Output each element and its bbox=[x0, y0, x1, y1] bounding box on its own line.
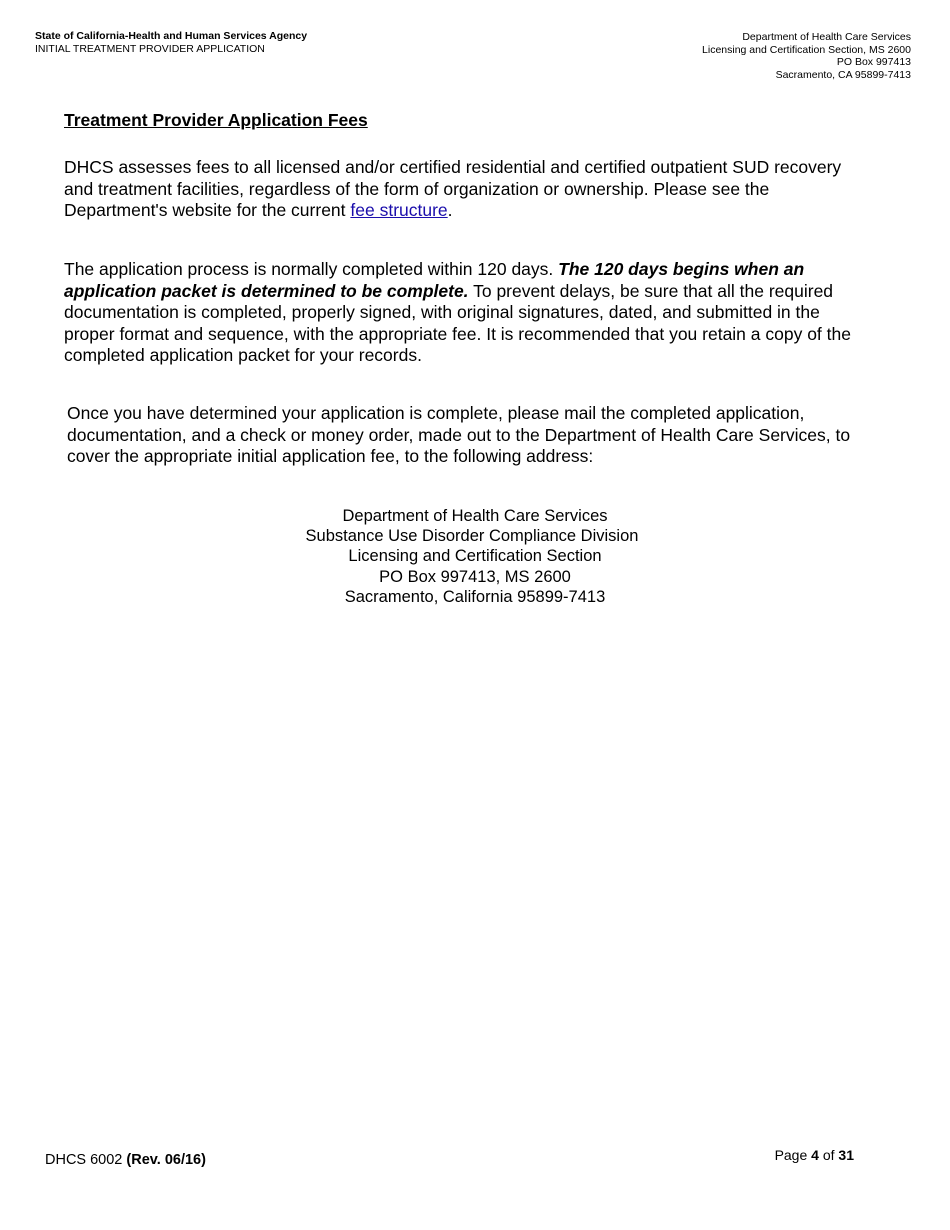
footer-form-id bbox=[45, 1152, 206, 1168]
header-left bbox=[35, 30, 307, 56]
process-rest: To prevent delays, be sure that all the required documentation is completed, properly signed, with original signatures, dated, and submitted in the proper format and sequence, with the appropriate fee. It is recommended that you retain a copy of the completed application packet for your records. bbox=[64, 280, 851, 366]
page-total: 31 bbox=[838, 1147, 854, 1163]
process-emphasis: The 120 days begins when an application packet is determined to be complete. bbox=[64, 259, 805, 301]
agency-name: State of California-Health and Human Services Agency bbox=[35, 30, 308, 42]
section-title: Treatment Provider Application Fees bbox=[64, 110, 368, 130]
mailing-address bbox=[0, 506, 950, 607]
fees-text: DHCS assesses fees to all licensed and/or certified residential and certified outpatient SUD recovery and treatment facilities, regardless of the form of organization or ownership. Please see the Department's website for the current bbox=[64, 157, 842, 221]
address-line-3: Licensing and Certification Section bbox=[348, 547, 602, 566]
page-number bbox=[775, 1147, 854, 1163]
dept-line-1: Department of Health Care Services bbox=[742, 31, 911, 43]
fee-structure-link[interactable]: fee structure bbox=[350, 200, 448, 221]
page-of: of bbox=[822, 1147, 835, 1163]
dept-line-4: Sacramento, CA 95899-7413 bbox=[775, 68, 911, 81]
form-number: DHCS 6002 bbox=[45, 1152, 123, 1168]
dept-line-3: PO Box 997413 bbox=[836, 56, 911, 68]
form-name: INITIAL TREATMENT PROVIDER APPLICATION bbox=[35, 43, 265, 55]
mailing-instructions-paragraph: Once you have determined your application is complete, please mail the completed application, documentation, and a check or money order, made out to the Department of Health Care Services, to cover the appropriate initial application fee, to the following address: bbox=[67, 403, 851, 467]
form-revision: (Rev. 06/16) bbox=[126, 1152, 206, 1168]
header-right bbox=[702, 31, 911, 81]
process-lead: The application process is normally completed within 120 days. bbox=[64, 259, 559, 279]
page-word: Page bbox=[774, 1147, 808, 1163]
fees-paragraph bbox=[64, 157, 864, 222]
process-paragraph bbox=[64, 259, 864, 367]
address-line-4: PO Box 997413, MS 2600 bbox=[379, 567, 571, 586]
dept-line-2: Licensing and Certification Section, MS 2600 bbox=[702, 43, 911, 56]
address-line-5: Sacramento, California 95899-7413 bbox=[344, 587, 606, 606]
address-line-2: Substance Use Disorder Compliance Division bbox=[305, 527, 639, 546]
fees-text-end: . bbox=[447, 200, 453, 221]
address-line-1: Department of Health Care Services bbox=[342, 507, 608, 525]
page-current: 4 bbox=[811, 1147, 819, 1163]
